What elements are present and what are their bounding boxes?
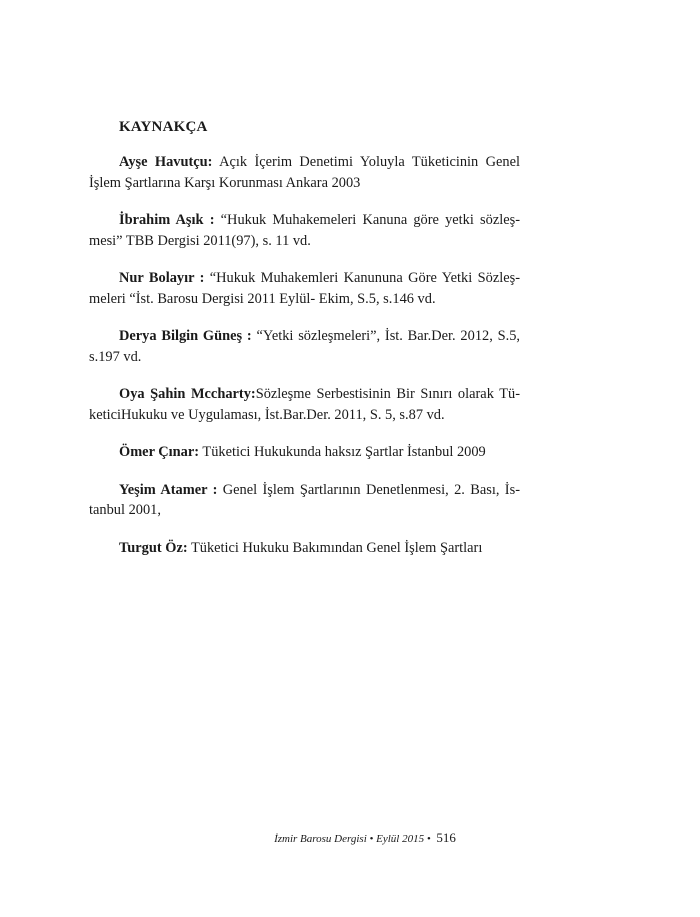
entry-author: Nur Bolayır :	[119, 270, 205, 286]
bibliography-entry	[89, 442, 520, 463]
entry-author: Turgut Öz:	[119, 539, 188, 556]
bibliography-section	[89, 116, 520, 575]
entry-author: Ömer Çınar:	[119, 444, 200, 460]
section-heading: KAYNAKÇA	[119, 119, 208, 135]
entry-text: “Yetki sözleşmeleri”, İst. Bar.Der. 2012, S.5, s.197 vd.	[89, 328, 520, 365]
entry-text: Tüketici Hukuku Bakımından Genel İşlem Şartları	[187, 539, 483, 556]
entry-text: Tüketici Hukukunda haksız Şartlar İstanbul 2009	[199, 444, 486, 460]
entry-text: Açık İçerim Denetimi Yoluyla Tüketicinin Genel İşlem Şartlarına Karşı Korunması Ankara 2003	[89, 154, 520, 191]
entry-author: İbrahim Aşık :	[119, 212, 215, 228]
bibliography-entry	[89, 384, 520, 425]
entry-author: Ayşe Havutçu:	[119, 154, 213, 170]
entry-text: “Hukuk Muhakemeleri Kanuna göre yetki sözleşmesi” TBB Dergisi 2011(97), s. 11 vd.	[89, 212, 520, 249]
page-number: 516	[436, 830, 456, 845]
bibliography-entry	[89, 326, 520, 367]
entry-text: Sözleşme Serbestisinin Bir Sınırı olarak TüketiciHukuku ve Uygulaması, İst.Bar.Der. 2011, S. 5, s.87 vd.	[89, 386, 521, 423]
bibliography-entry	[89, 210, 520, 251]
entry-author: Derya Bilgin Güneş :	[119, 328, 252, 344]
page-footer	[0, 830, 700, 847]
footer-journal-info: İzmir Barosu Dergisi • Eylül 2015 •	[274, 833, 431, 845]
entry-text: Genel İşlem Şartlarının Denetlenmesi, 2. Bası, İstanbul 2001,	[89, 481, 520, 518]
bibliography-entry	[89, 538, 520, 559]
entry-text: “Hukuk Muhakemleri Kanununa Göre Yetki Sözleşmeleri “İst. Barosu Dergisi 2011 Eylül- Ekim, S.5, s.146 vd.	[89, 270, 520, 307]
bibliography-entry	[89, 480, 520, 521]
bibliography-entry	[89, 152, 520, 193]
entry-author: Yeşim Atamer :	[119, 481, 218, 498]
bibliography-entry	[89, 268, 520, 309]
entry-author: Oya Şahin Mccharty:	[119, 386, 256, 402]
